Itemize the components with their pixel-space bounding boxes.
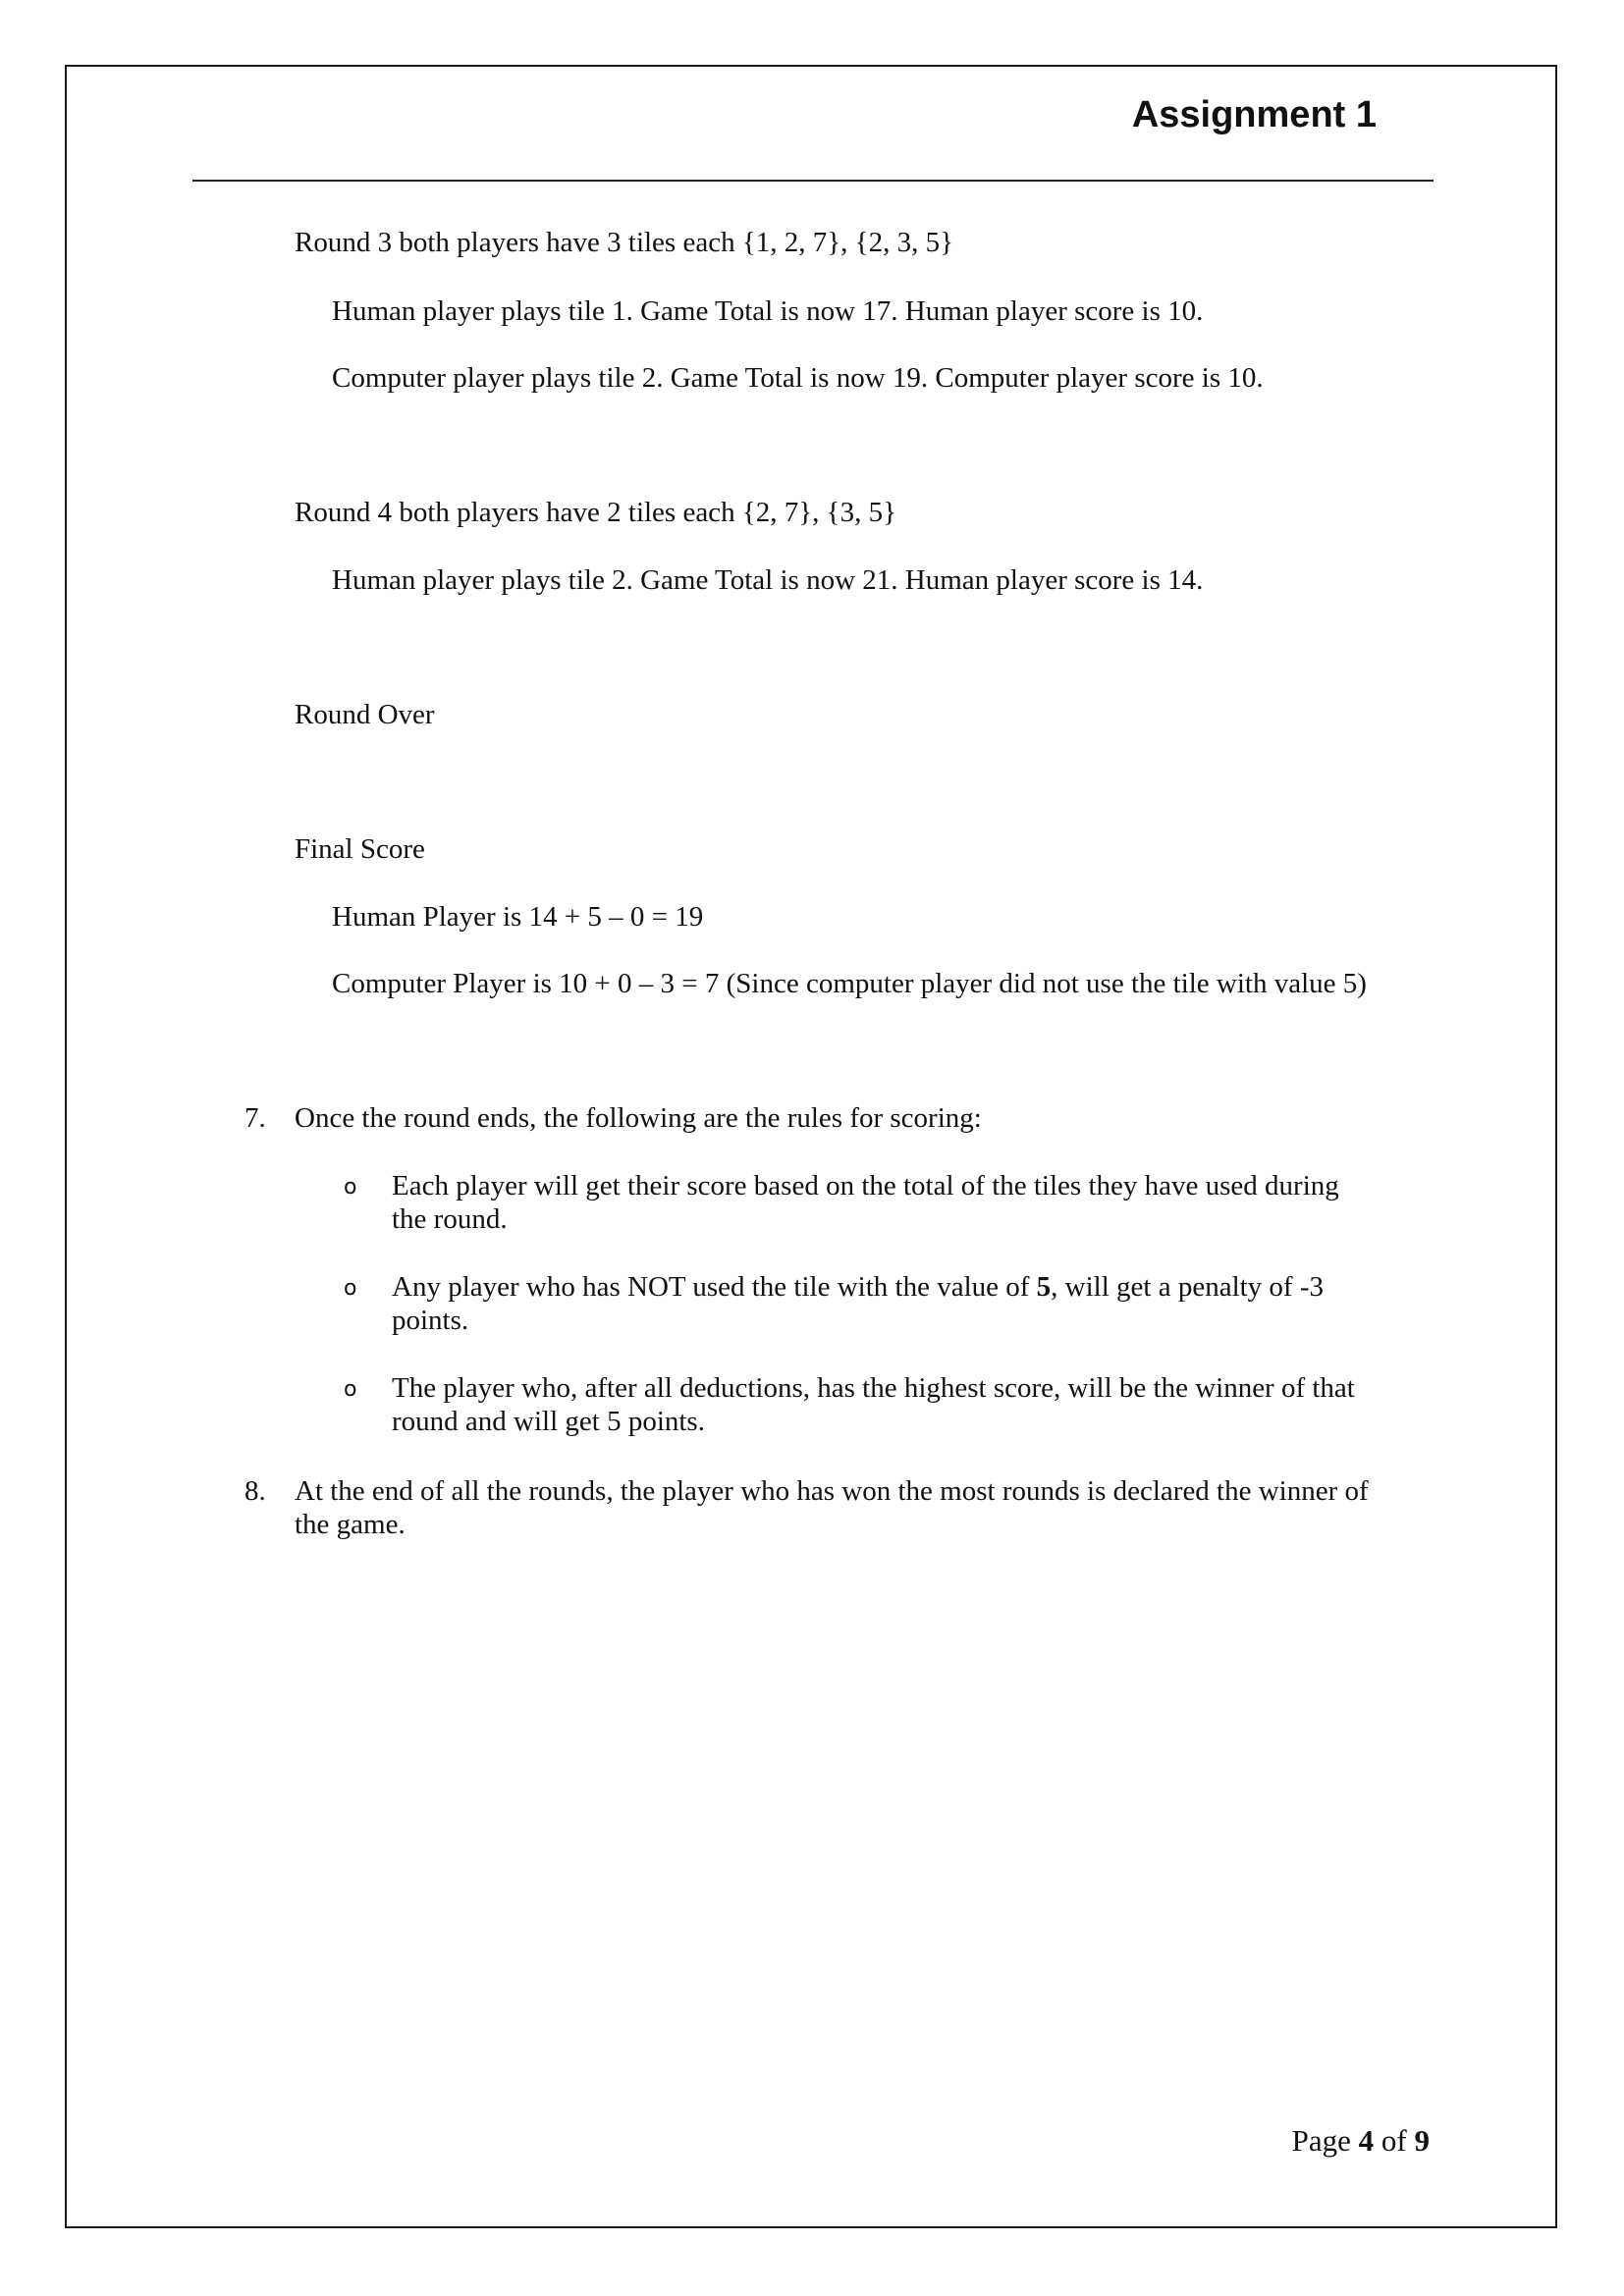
round4-heading: Round 4 both players have 2 tiles each {2, 7}, {3, 5} [295,497,897,528]
round-over-label: Round Over [295,699,435,730]
bullet-2-text-post: , will get a penalty of -3 [1051,1271,1324,1303]
header-divider [192,180,1434,182]
round3-human-move: Human player plays tile 1. Game Total is now 17. Human player score is 10. [332,295,1204,327]
bullet-3-line-1: The player who, after all deductions, has the highest score, will be the winner of that [392,1372,1355,1404]
bullet-marker: o [344,1175,357,1200]
round3-heading: Round 3 both players have 3 tiles each {1, 2, 7}, {2, 3, 5} [295,227,954,258]
bullet-2-text-pre: Any player who has NOT used the tile with the value of [392,1271,1037,1303]
rule-7-text: Once the round ends, the following are the rules for scoring: [295,1102,982,1134]
bullet-2-line-2: points. [392,1305,469,1336]
page-title: Assignment 1 [1131,94,1377,135]
final-score-computer: Computer Player is 10 + 0 – 3 = 7 (Since computer player did not use the tile with value 5) [332,968,1367,999]
of-label: of [1380,2123,1407,2158]
bullet-3-line-2: round and will get 5 points. [392,1406,705,1437]
rule-8-line-2: the game. [295,1509,406,1540]
page-current: 4 [1358,2123,1375,2158]
final-score-heading: Final Score [295,833,425,865]
final-score-human: Human Player is 14 + 5 – 0 = 19 [332,901,704,933]
bullet-marker: o [344,1276,357,1301]
page-number-footer [1292,2123,1430,2159]
bullet-marker: o [344,1377,357,1402]
page-total: 9 [1414,2123,1430,2158]
rule-8-line-1: At the end of all the rounds, the player who has won the most rounds is declared the winner of [295,1475,1369,1507]
page-label: Page [1291,2123,1351,2158]
rule-8-number: 8. [244,1475,266,1507]
round3-computer-move: Computer player plays tile 2. Game Total is now 19. Computer player score is 10. [332,362,1264,394]
rule-7-number: 7. [244,1102,266,1134]
bullet-1-line-2: the round. [392,1203,508,1235]
bullet-2-line-1 [392,1270,1324,1304]
bullet-2-bold-value: 5 [1036,1271,1052,1303]
bullet-1-line-1: Each player will get their score based on the total of the tiles they have used during [392,1170,1339,1201]
round4-human-move: Human player plays tile 2. Game Total is now 21. Human player score is 14. [332,564,1204,596]
